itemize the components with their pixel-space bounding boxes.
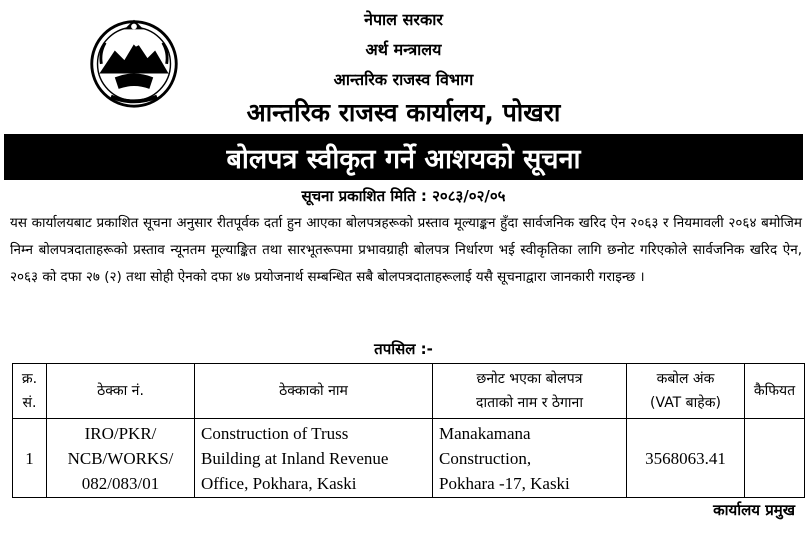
cell-bidder <box>433 419 627 498</box>
cell-contract-no <box>47 419 195 498</box>
cell-contract-name <box>195 419 433 498</box>
notice-body: यस कार्यालयबाट प्रकाशित सूचना अनुसार रीतपूर्वक दर्ता हुन आएका बोलपत्रहरूको प्रस्ताव मूल्याङ्कन हुँदा सार्वजनिक खरिद ऐन २०६३ र नियमावली २०६४ बमोजिम निम्न बोलपत्रदाताहरूको प्रस्ताव न्यूनतम मूल्याङ्कित तथा सारभूतरूपमा प्रभावग्राही बोलपत्र निर्धारण भई स्वीकृतिका लागि छनोट गरिएकोले सार्वजनिक खरिद ऐन, २०६३ को दफा २७ (२) तथा सोही ऐनको दफा ४७ प्रयोजनार्थ सम्बन्धित सबै बोलपत्रदाताहरूलाई यसै सूचनाद्वारा जानकारी गराइन्छ । <box>10 215 802 285</box>
header-office: आन्तरिक राजस्व कार्यालय, पोखरा <box>246 98 561 127</box>
cell-remarks <box>745 419 805 498</box>
cell-bidder-line1: Manakamana <box>439 423 531 443</box>
cell-sn: 1 <box>13 419 47 498</box>
col-header-bidder-line2: दाताको नाम र ठेगाना <box>476 395 583 411</box>
col-header-remarks: कैफियत <box>745 364 805 419</box>
col-header-contract-name: ठेक्काको नाम <box>195 364 433 419</box>
col-header-amount-line1: कबोल अंक <box>656 371 715 387</box>
col-header-sn <box>13 364 47 419</box>
header-ministry: अर्थ मन्त्रालय <box>365 40 442 59</box>
col-header-sn-line2: सं. <box>22 395 37 411</box>
tender-table <box>12 363 805 498</box>
col-header-contract-no: ठेक्का नं. <box>47 364 195 419</box>
header-government: नेपाल सरकार <box>364 10 443 29</box>
cell-contract-no-line1: IRO/PKR/ <box>84 423 157 443</box>
cell-contract-name-line2: Building at Inland Revenue <box>201 448 389 468</box>
col-header-amount-line2: (VAT बाहेक) <box>650 395 721 411</box>
signature-office-chief: कार्यालय प्रमुख <box>713 501 795 519</box>
publish-date: सूचना प्रकाशित मिति : २०८३/०२/०५ <box>301 187 506 205</box>
header-department: आन्तरिक राजस्व विभाग <box>333 70 474 89</box>
col-header-sn-line1: क्र. <box>21 371 38 387</box>
cell-bidder-line3: Pokhara -17, Kaski <box>439 473 570 493</box>
cell-contract-name-line1: Construction of Truss <box>201 423 349 443</box>
col-header-bidder-line1: छनोट भएका बोलपत्र <box>476 371 583 387</box>
cell-contract-no-line3: 082/083/01 <box>81 473 160 493</box>
details-heading: तपसिल :- <box>374 340 433 358</box>
col-header-bidder <box>433 364 627 419</box>
table-row <box>13 419 805 498</box>
col-header-amount <box>627 364 745 419</box>
cell-contract-no-line2: NCB/WORKS/ <box>67 448 174 468</box>
cell-contract-name-line3: Office, Pokhara, Kaski <box>201 473 357 493</box>
cell-bidder-line2: Construction, <box>439 448 532 468</box>
table-header-row <box>13 364 805 419</box>
cell-amount: 3568063.41 <box>627 419 745 498</box>
notice-title-banner: बोलपत्र स्वीकृत गर्ने आशयको सूचना <box>4 134 803 180</box>
